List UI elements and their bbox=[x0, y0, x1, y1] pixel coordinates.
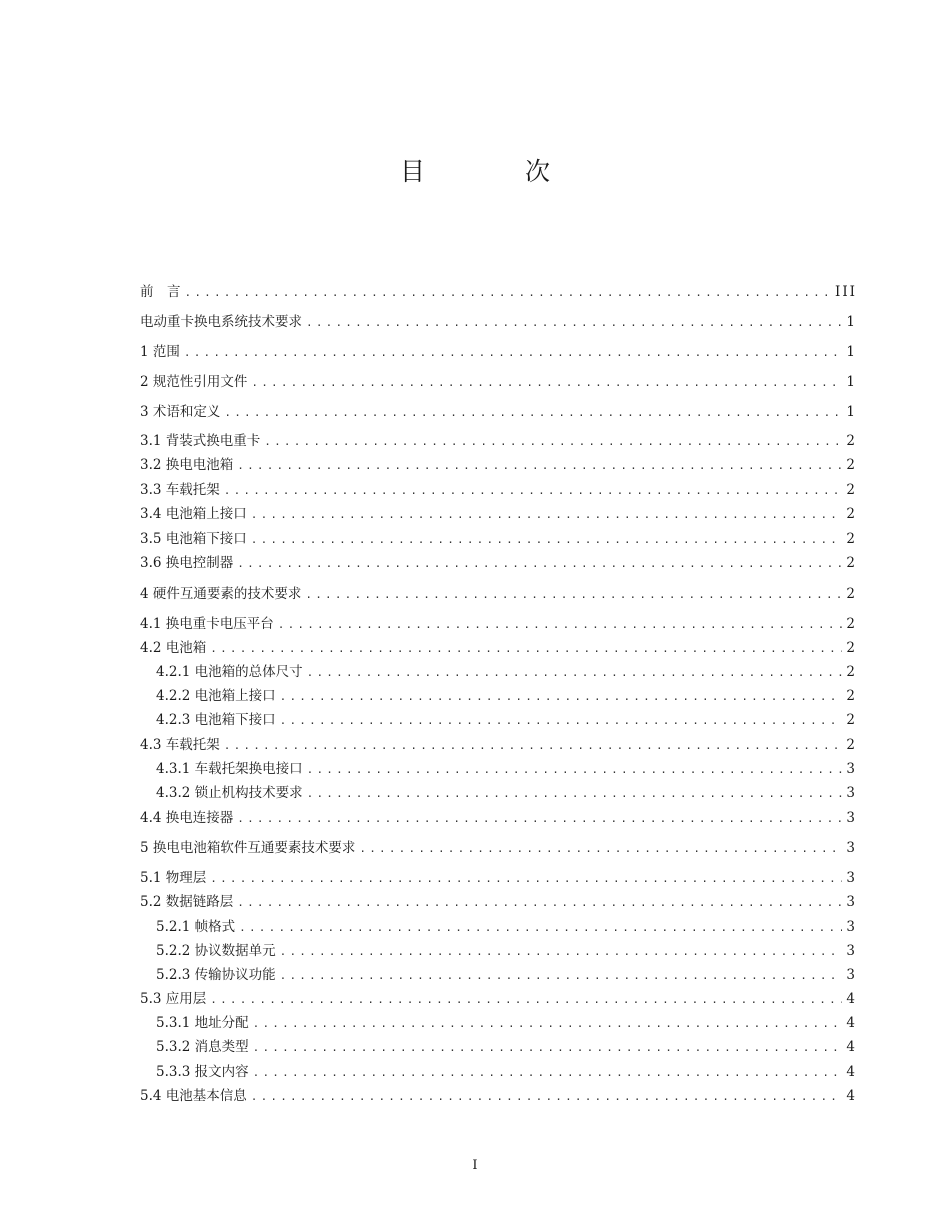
toc-entry[interactable] bbox=[140, 1086, 857, 1106]
toc-entry[interactable] bbox=[140, 372, 857, 392]
toc-entry-title: 2 规范性引用文件 bbox=[140, 374, 248, 390]
toc-entry-title: 5.2 数据链路层 bbox=[140, 894, 234, 910]
toc-entry-title: 3.3 车载托架 bbox=[140, 482, 220, 498]
toc-entry-title: 4.3 车载托架 bbox=[140, 737, 220, 753]
toc-entry[interactable] bbox=[140, 480, 857, 500]
toc-entry-title: 5.1 物理层 bbox=[140, 870, 207, 886]
toc-entry-title: 4.3.2 锁止机构技术要求 bbox=[156, 785, 303, 801]
dot-leader bbox=[307, 760, 843, 780]
dot-leader bbox=[184, 343, 843, 363]
toc-entry-title: 5.3.1 地址分配 bbox=[156, 1015, 249, 1031]
dot-leader bbox=[278, 615, 843, 635]
dot-leader bbox=[253, 1038, 843, 1058]
toc-entry-page: 2 bbox=[846, 555, 857, 571]
toc-entry-title: 4.2.3 电池箱下接口 bbox=[156, 712, 276, 728]
toc-entry-page: 2 bbox=[846, 640, 857, 656]
toc-entry-title: 5.3 应用层 bbox=[140, 991, 207, 1007]
dot-leader bbox=[210, 990, 842, 1010]
toc-entry-title: 4.2.1 电池箱的总体尺寸 bbox=[156, 664, 303, 680]
dot-leader bbox=[251, 1087, 843, 1107]
dot-leader bbox=[237, 554, 842, 574]
toc-entry[interactable] bbox=[156, 1062, 857, 1082]
toc-entry-page: 4 bbox=[846, 1064, 857, 1080]
toc-entry-page: 2 bbox=[846, 737, 857, 753]
toc-entry-page: 3 bbox=[846, 894, 857, 910]
toc-entry[interactable] bbox=[156, 662, 857, 682]
toc-entry[interactable] bbox=[140, 638, 857, 658]
toc-entry-page: 2 bbox=[846, 506, 857, 522]
toc-entry-page: 3 bbox=[846, 810, 857, 826]
toc-entry[interactable] bbox=[140, 838, 857, 858]
dot-leader bbox=[237, 809, 842, 829]
dot-leader bbox=[280, 687, 843, 707]
dot-leader bbox=[359, 839, 842, 859]
toc-entry[interactable] bbox=[140, 808, 857, 828]
toc-entry-title: 1 范围 bbox=[140, 344, 180, 360]
toc-entry-title: 5 换电电池箱软件互通要素技术要求 bbox=[140, 840, 356, 856]
toc-entry-title: 3 术语和定义 bbox=[140, 404, 221, 420]
toc-entry[interactable] bbox=[140, 584, 857, 604]
dot-leader bbox=[224, 481, 843, 501]
toc-entry-page: 4 bbox=[846, 1039, 857, 1055]
toc-entry[interactable] bbox=[156, 917, 857, 937]
toc-entry-title: 4 硬件互通要素的技术要求 bbox=[140, 586, 302, 602]
toc-entry-page: 3 bbox=[846, 785, 857, 801]
toc-entry-page: 2 bbox=[846, 482, 857, 498]
toc-entry-page: 1 bbox=[846, 404, 857, 420]
toc-entry-page: 2 bbox=[846, 586, 857, 602]
toc-entry-title: 3.6 换电控制器 bbox=[140, 555, 234, 571]
toc-entry[interactable] bbox=[140, 342, 857, 362]
toc-entry[interactable] bbox=[140, 504, 857, 524]
toc-entry-page: 1 bbox=[846, 344, 857, 360]
toc-entry[interactable] bbox=[156, 686, 857, 706]
toc-entry-page: 3 bbox=[846, 967, 857, 983]
dot-leader bbox=[224, 736, 843, 756]
toc-entry[interactable] bbox=[156, 941, 857, 961]
toc-entry[interactable] bbox=[140, 312, 857, 332]
toc-entry-page: 2 bbox=[846, 433, 857, 449]
toc-entry[interactable] bbox=[140, 735, 857, 755]
toc-entry-title: 4.1 换电重卡电压平台 bbox=[140, 616, 274, 632]
toc-entry[interactable] bbox=[140, 614, 857, 634]
dot-leader bbox=[237, 456, 842, 476]
toc-entry-page: 2 bbox=[846, 688, 857, 704]
toc-entry-page: 3 bbox=[846, 840, 857, 856]
toc-entry[interactable] bbox=[156, 1037, 857, 1057]
dot-leader bbox=[253, 1063, 843, 1083]
toc-entry-title: 5.4 电池基本信息 bbox=[140, 1088, 247, 1104]
toc-entry[interactable] bbox=[140, 868, 857, 888]
dot-leader bbox=[185, 283, 832, 303]
toc-entry-page: 2 bbox=[846, 457, 857, 473]
toc-entry-page: 1 bbox=[846, 374, 857, 390]
toc-entry-page: 3 bbox=[846, 870, 857, 886]
toc-entry-title: 电动重卡换电系统技术要求 bbox=[140, 314, 302, 330]
toc-entry-page: 2 bbox=[846, 616, 857, 632]
dot-leader bbox=[210, 869, 842, 889]
dot-leader bbox=[307, 663, 843, 683]
dot-leader bbox=[280, 942, 843, 962]
toc-entry-title: 前 言 bbox=[140, 284, 181, 300]
toc-entry[interactable] bbox=[140, 431, 857, 451]
toc-entry[interactable] bbox=[156, 965, 857, 985]
dot-leader bbox=[306, 313, 842, 333]
toc-entry-title: 5.2.2 协议数据单元 bbox=[156, 943, 276, 959]
toc-entry-title: 4.2.2 电池箱上接口 bbox=[156, 688, 276, 704]
dot-leader bbox=[237, 893, 842, 913]
page-title: 目 次 bbox=[400, 157, 596, 186]
toc-entry-title: 3.2 换电电池箱 bbox=[140, 457, 234, 473]
toc-entry[interactable] bbox=[140, 892, 857, 912]
toc-entry[interactable] bbox=[140, 455, 857, 475]
toc-entry-page: 1 bbox=[846, 314, 857, 330]
toc-entry[interactable] bbox=[156, 759, 857, 779]
toc-entry-title: 5.3.3 报文内容 bbox=[156, 1064, 249, 1080]
toc-entry-page: 4 bbox=[846, 991, 857, 1007]
toc-entry[interactable] bbox=[156, 1013, 857, 1033]
dot-leader bbox=[251, 530, 843, 550]
toc-entry[interactable] bbox=[140, 553, 857, 573]
toc-entry-title: 5.2.1 帧格式 bbox=[156, 919, 236, 935]
toc-entry[interactable] bbox=[140, 529, 857, 549]
toc-entry-page: 2 bbox=[846, 664, 857, 680]
dot-leader bbox=[210, 639, 842, 659]
dot-leader bbox=[280, 966, 843, 986]
dot-leader bbox=[251, 505, 843, 525]
toc-entry-page: III bbox=[835, 284, 857, 300]
toc-entry-page: 2 bbox=[846, 531, 857, 547]
dot-leader bbox=[264, 432, 842, 452]
toc-entry-title: 5.3.2 消息类型 bbox=[156, 1039, 249, 1055]
dot-leader bbox=[280, 711, 843, 731]
toc-entry-page: 3 bbox=[846, 761, 857, 777]
toc-entry-page: 2 bbox=[846, 712, 857, 728]
toc-entry-title: 3.1 背装式换电重卡 bbox=[140, 433, 261, 449]
toc-entry[interactable] bbox=[140, 282, 857, 302]
toc-entry-title: 4.3.1 车载托架换电接口 bbox=[156, 761, 303, 777]
toc-entry-page: 3 bbox=[846, 919, 857, 935]
toc-entry-title: 3.5 电池箱下接口 bbox=[140, 531, 247, 547]
toc-entry-title: 5.2.3 传输协议功能 bbox=[156, 967, 276, 983]
dot-leader bbox=[305, 585, 842, 605]
toc-entry-page: 4 bbox=[846, 1088, 857, 1104]
dot-leader bbox=[253, 1014, 843, 1034]
toc-entry-page: 3 bbox=[846, 943, 857, 959]
toc-entry[interactable] bbox=[140, 402, 857, 422]
toc-entry-title: 3.4 电池箱上接口 bbox=[140, 506, 247, 522]
toc-entry-title: 4.2 电池箱 bbox=[140, 640, 207, 656]
toc-entry[interactable] bbox=[140, 989, 857, 1009]
toc-entry[interactable] bbox=[156, 783, 857, 803]
dot-leader bbox=[307, 784, 843, 804]
dot-leader bbox=[239, 918, 842, 938]
dot-leader bbox=[224, 403, 842, 423]
toc-entry-page: 4 bbox=[846, 1015, 857, 1031]
toc-entry-title: 4.4 换电连接器 bbox=[140, 810, 234, 826]
toc-entry[interactable] bbox=[156, 710, 857, 730]
dot-leader bbox=[251, 373, 842, 393]
page-number: I bbox=[472, 1158, 478, 1173]
